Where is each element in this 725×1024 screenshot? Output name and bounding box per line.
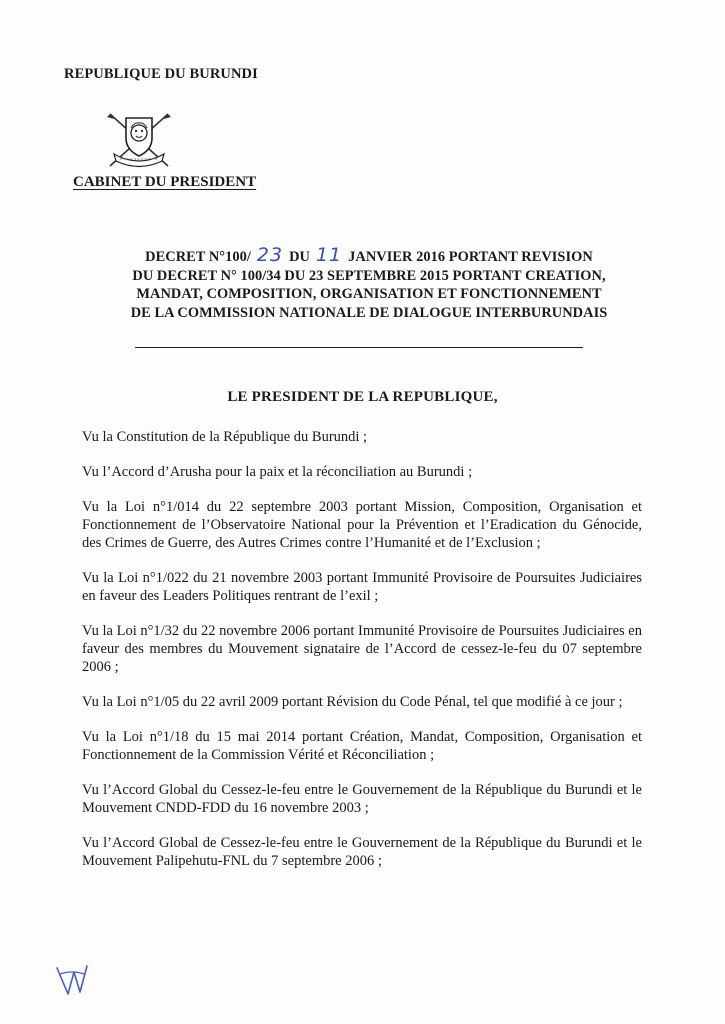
decree-du: DU — [289, 249, 310, 265]
visa-paragraph: Vu la Loi n°1/022 du 21 novembre 2003 portant Immunité Provisoire de Poursuites Judiciaires en faveur des Leaders Politiques rentrant de l’exil ; — [82, 570, 642, 604]
visa-paragraph: Vu la Constitution de la République du Burundi ; — [82, 429, 368, 445]
visa-paragraph: Vu la Loi n°1/18 du 15 mai 2014 portant Création, Mandat, Composition, Organisation et Fonctionnement de la Commission Vérité et Réconciliation ; — [82, 729, 642, 763]
decree-title-line-1 — [74, 246, 664, 267]
decree-title-line-2: DU DECRET N° 100/34 DU 23 SEPTEMBRE 2015 PORTANT CREATION, — [132, 267, 606, 284]
decree-title — [74, 246, 664, 322]
handwritten-decree-day: 11 — [315, 244, 343, 266]
visas-list — [82, 428, 642, 887]
country-name: REPUBLIQUE DU BURUNDI — [64, 66, 258, 82]
decree-title-line-4: DE LA COMMISSION NATIONALE DE DIALOGUE INTERBURUNDAIS — [130, 304, 608, 321]
visa-paragraph: Vu la Loi n°1/05 du 22 avril 2009 portant Révision du Code Pénal, tel que modifié à ce jour ; — [82, 694, 623, 710]
president-heading: LE PRESIDENT DE LA REPUBLIQUE, — [227, 389, 498, 405]
visa-paragraph: Vu l’Accord Global du Cessez-le-feu entre le Gouvernement de la République du Burundi et le Mouvement CNDD-FDD du 16 novembre 2003 ; — [82, 782, 642, 816]
title-divider — [135, 347, 583, 348]
handwritten-decree-number: 23 — [256, 244, 284, 266]
decree-prefix: DECRET N°100/ — [145, 249, 251, 265]
visa-paragraph: Vu la Loi n°1/014 du 22 septembre 2003 portant Mission, Composition, Organisation et Fonctionnement de l’Observatoire National pour la Prévention et l’Eradication du Génocide, des Crimes de Guerre, des Autres Crimes contre l’Humanité et de l’Exclusion ; — [82, 499, 642, 551]
decree-title-line-1-rest: JANVIER 2016 PORTANT REVISION — [348, 249, 593, 265]
visa-paragraph: Vu l’Accord d’Arusha pour la paix et la réconciliation au Burundi ; — [82, 464, 473, 480]
visa-paragraph: Vu l’Accord Global de Cessez-le-feu entre le Gouvernement de la République du Burundi et le Mouvement Palipehutu-FNL du 7 septembre 2006 ; — [82, 835, 642, 869]
coat-of-arms-seal-icon — [104, 108, 174, 170]
handwritten-initial-mark-icon — [54, 962, 90, 998]
decree-title-line-3: MANDAT, COMPOSITION, ORGANISATION ET FONCTIONNEMENT — [136, 286, 602, 302]
cabinet-title: CABINET DU PRESIDENT — [73, 174, 257, 190]
visa-paragraph: Vu la Loi n°1/32 du 22 novembre 2006 portant Immunité Provisoire de Poursuites Judiciaires en faveur des membres du Mouvement signataire de l’Accord de cessez-le-feu du 07 septembre 2006 ; — [82, 623, 642, 675]
